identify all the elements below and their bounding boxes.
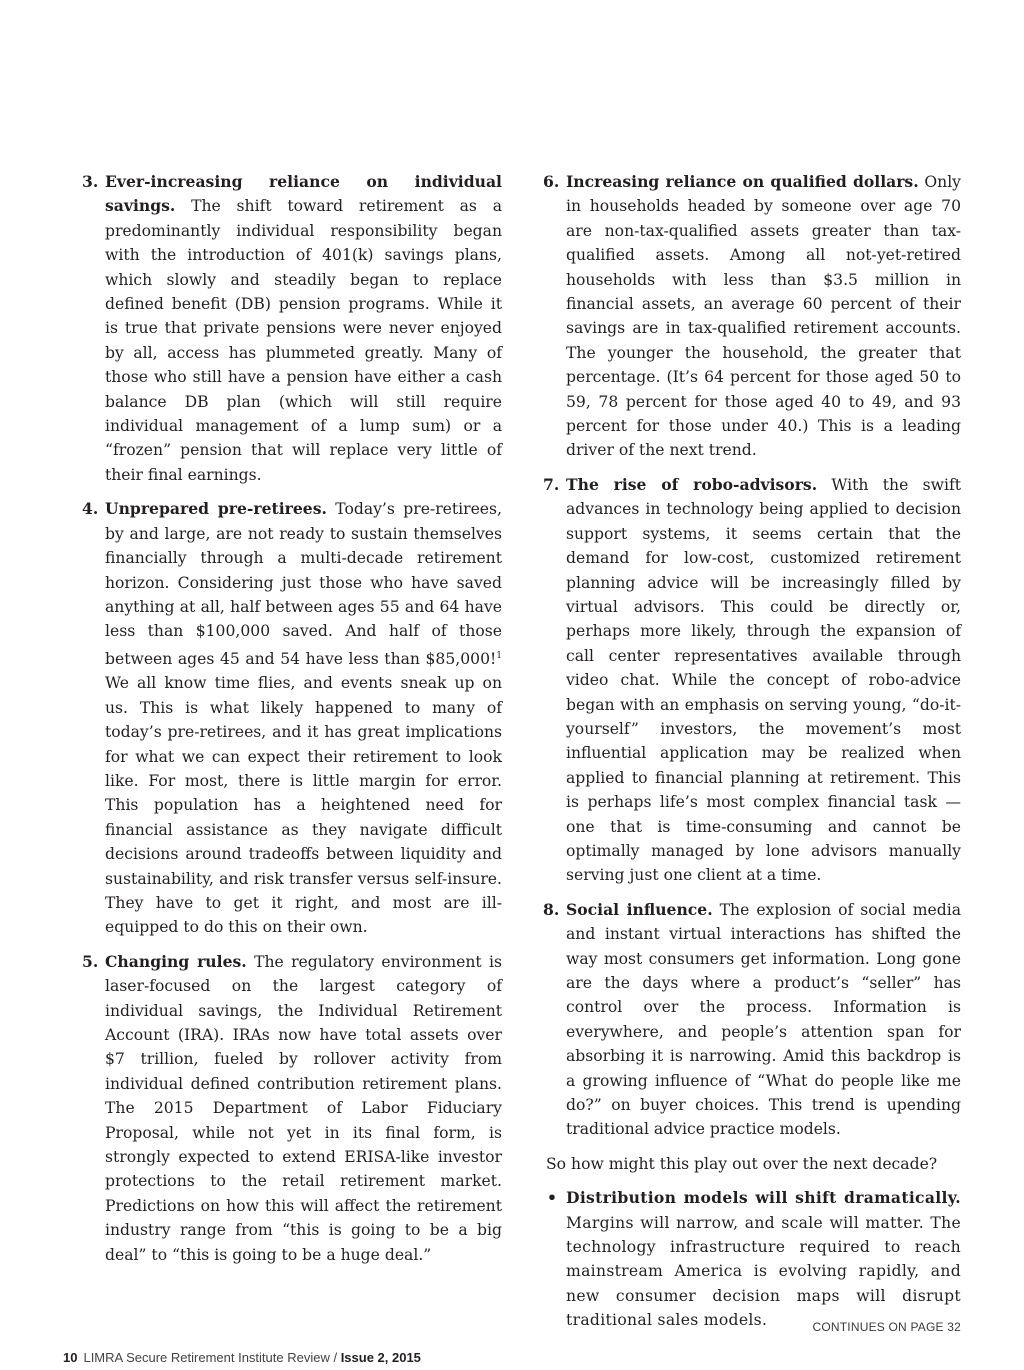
bullet-lead: Distribution models will shift dramatically. (566, 1188, 961, 1208)
item-number: 4. (82, 499, 99, 519)
list-item-5 (82, 950, 502, 1267)
item-text: Only in households headed by someone over age 70 are non-tax-qualified assets greater than tax-qualified assets. Among all not-yet-retired households with less than $3.5 million in financial assets, an average 60 percent of their savings are in tax-qualified retirement accounts. The younger the household, the greater that percentage. (It’s 64 percent for those aged 50 to 59, 78 percent for those aged 40 to 49, and 93 percent for those under 40.) This is a leading driver of the next trend. (566, 173, 961, 460)
item-text: The regulatory environment is laser-focused on the largest category of individual savings, the Individual Retirement Account (IRA). IRAs now have total assets over $7 trillion, fueled by rollover activity from individual defined contribution retirement plans. The 2015 Department of Labor Fiduciary Proposal, while not yet in its final form, is strongly expected to extend ERISA-like investor protections to the retail retirement market. Predictions on how this will affect the retirement industry range from “this is going to be a big deal” to “this is going to be a huge deal.” (105, 952, 502, 1264)
item-text: Today’s pre-retirees, by and large, are not ready to sustain themselves financially through a multi-decade retirement horizon. Considering just those who have saved anything at all, half between ages 55 and 64 have less than $100,000 saved. And half of those between ages 45 and 54 have less than $85,000! (105, 500, 502, 668)
item-number: 3. (82, 172, 99, 191)
list-item-4 (82, 497, 502, 940)
bullet-text: Margins will narrow, and scale will matter. The technology infrastructure required to reach mainstream America is evolving rapidly, and new consumer decision maps will disrupt traditional sales models. (566, 1213, 961, 1330)
item-number: 8. (543, 899, 560, 919)
list-item-6 (543, 170, 961, 463)
bullet-item (543, 1186, 961, 1332)
list-item-7 (543, 473, 961, 888)
right-column (543, 170, 961, 1333)
item-text: With the swift advances in technology being applied to decision support systems, it seems certain that the demand for low-cost, customized retirement planning advice will be increasingly filled by virtual advisors. This could be directly or, perhaps more likely, through the expansion of call center representatives available through video chat. While the concept of robo-advice began with an emphasis on serving young, “do-it-yourself” investors, the movement’s most influential application may be realized when applied to financial planning at retirement. This is perhaps life’s most complex financial task — one that is time-consuming and cannot be optimally managed by lone advisors manually serving just one client at a time. (566, 475, 961, 885)
list-item-8 (543, 898, 961, 1142)
item-text: The shift toward retirement as a predominantly individual responsibility began with the introduction of 401(k) savings plans, which slowly and steadily began to replace defined benefit (DB) pension programs. While it is true that private pensions were never enjoyed by all, access has plummeted greatly. Many of those who still have a pension have either a cash balance DB plan (which will still require individual management of a lump sum) or a “frozen” pension that will replace very little of their final earnings. (105, 197, 502, 484)
bullet-marker: • (547, 1188, 558, 1208)
item-lead: Unprepared pre-retirees. (105, 499, 327, 519)
page-footer (63, 1350, 421, 1365)
item-number: 6. (543, 172, 560, 191)
item-lead: Social influence. (566, 899, 713, 919)
transition-paragraph: So how might this play out over the next decade? (546, 1154, 938, 1173)
left-column (82, 170, 502, 1277)
issue-label: Issue 2, 2015 (340, 1350, 421, 1365)
item-text: The explosion of social media and instant virtual interactions has shifted the way most consumers get information. Long gone are the days where a product’s “seller” has control over the process. Information is everywhere, and people’s attention span for absorbing it is narrowing. Amid this backdrop is a growing influence of “What do people like me do?” on buyer choices. This trend is upending traditional advice practice models. (566, 900, 961, 1139)
item-number: 5. (82, 951, 99, 971)
publication-title: LIMRA Secure Retirement Institute Review / (83, 1350, 341, 1365)
continues-on-page: CONTINUES ON PAGE 32 (812, 1320, 961, 1334)
item-lead: Increasing reliance on qualified dollars. (566, 172, 919, 191)
item-number: 7. (543, 474, 560, 494)
item-text-continued: We all know time flies, and events sneak up on us. This is what likely happened to many of today’s pre-retirees, and it has great implications for what we can expect their retirement to look like. For most, there is little margin for error. This population has a heightened need for financial assistance as they navigate difficult decisions around tradeoffs between liquidity and sustainability, and risk transfer versus self-insure. They have to get it right, and most are ill-equipped to do this on their own. (105, 674, 502, 937)
item-lead: The rise of robo-advisors. (566, 474, 818, 494)
item-lead: Ever-increasing reliance on individual savings. (105, 172, 502, 216)
list-item-3 (82, 170, 502, 487)
page-number: 10 (63, 1350, 78, 1365)
footnote-marker: 1 (496, 650, 502, 661)
item-lead: Changing rules. (105, 951, 247, 971)
